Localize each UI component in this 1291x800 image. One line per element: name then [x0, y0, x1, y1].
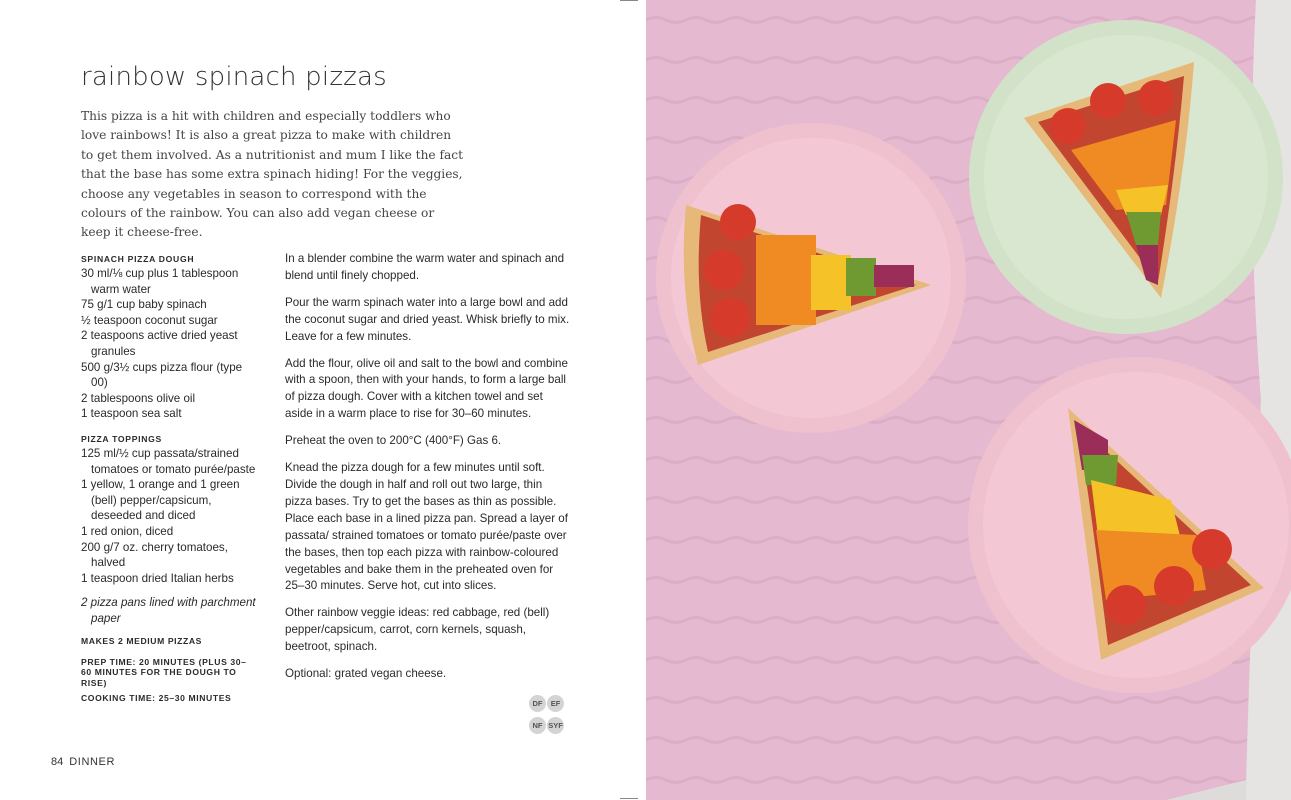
page-number: 84	[51, 756, 64, 768]
tomato	[710, 298, 750, 338]
ingredient-item: 2 teaspoons active dried yeast granules	[81, 329, 238, 358]
toppings-heading: PIZZA TOPPINGS	[81, 433, 162, 444]
prep-time-label: PREP TIME: 20 MINUTES (PLUS 30–60 MINUTES FOR THE DOUGH TO RISE)	[81, 656, 247, 688]
equipment-note: 2 pizza pans lined with parchment paper	[81, 596, 256, 625]
topping-item: 1 red onion, diced	[81, 524, 174, 538]
red-onion	[874, 265, 914, 287]
pizza-photo	[646, 0, 1291, 800]
nut-free-badge: NF	[529, 717, 546, 734]
tomato	[1138, 80, 1174, 116]
ingredient-item: 1 teaspoon sea salt	[81, 407, 182, 421]
method-step: Knead the pizza dough for a few minutes until soft. Divide the dough in half and roll out two large, thin pizza bases. Try to get the bases as thin as possible. Place each base in a lined pizza pan. Spread a layer of passata/ strained tomatoes or tomato purée/paste over the bases, then top each pizza with rainbow-coloured vegetables and bake them in the preheated oven for 25–30 minutes. Serve hot, cut into slices.	[285, 461, 568, 593]
topping-item: 1 yellow, 1 orange and 1 green (bell) pepper/capsicum, deseeded and diced	[81, 478, 240, 523]
method-step: Preheat the oven to 200°C (400°F) Gas 6.	[285, 434, 502, 448]
tomato	[1090, 83, 1126, 119]
tomato	[1106, 585, 1146, 625]
right-page	[646, 0, 1291, 800]
method-step: Pour the warm spinach water into a large bowl and add the coconut sugar and dried yeast. Whisk briefly to mix. Leave for a few minutes.	[285, 295, 570, 343]
ingredient-item: 75 g/1 cup baby spinach	[81, 298, 207, 312]
ingredient-item: ½ teaspoon coconut sugar	[81, 313, 218, 327]
trim-mark	[620, 0, 638, 1]
green-pepper	[846, 258, 876, 296]
tomato	[1050, 108, 1086, 144]
ingredient-item: 30 ml/⅛ cup plus 1 tablespoon warm water	[81, 267, 239, 296]
ingredient-item: 2 tablespoons olive oil	[81, 391, 196, 405]
dietary-badges	[528, 693, 568, 737]
ingredient-item: 500 g/3½ cups pizza flour (type 00)	[81, 360, 243, 390]
tomato	[1154, 566, 1194, 606]
green-pepper	[1082, 455, 1118, 485]
dough-heading: SPINACH PIZZA DOUGH	[81, 254, 195, 264]
section-name: DINNER	[69, 756, 116, 768]
cooking-time-label: COOKING TIME: 25–30 MINUTES	[81, 693, 232, 704]
ingredients-column	[81, 252, 256, 704]
topping-item: 125 ml/½ cup passata/strained tomatoes or tomato purée/paste	[81, 446, 256, 476]
soy-free-badge: SYF	[547, 717, 564, 734]
method-step: Optional: grated vegan cheese.	[285, 667, 447, 681]
recipe-title: rainbow spinach pizzas	[81, 62, 387, 92]
method-step: In a blender combine the warm water and spinach and blend until finely chopped.	[285, 252, 565, 282]
recipe-intro: This pizza is a hit with children and especially toddlers who love rainbows! It is also a great pizza to make with children to get them involved. As a nutritionist and mum I like the fact that the base has some extra spinach hiding! For the veggies, choose any vegetables in season to correspond with the colours of the rainbow. You can also add vegan cheese or keep it cheese-free.	[81, 109, 464, 240]
method-column	[285, 251, 570, 693]
trim-mark	[620, 798, 638, 799]
orange-pepper	[756, 235, 816, 325]
yellow-pepper	[811, 255, 851, 310]
egg-free-badge: EF	[547, 695, 564, 712]
method-step: Other rainbow veggie ideas: red cabbage, red (bell) pepper/capsicum, carrot, corn kernels, squash, beetroot, spinach.	[285, 606, 550, 654]
makes-label: MAKES 2 MEDIUM PIZZAS	[81, 636, 202, 647]
tomato	[1192, 529, 1232, 569]
dairy-free-badge: DF	[529, 695, 546, 712]
method-step: Add the flour, olive oil and salt to the bowl and combine with a spoon, then with your hands, to form a large ball of pizza dough. Cover with a kitchen towel and set aside in a warm place to rise for 30–60 minutes.	[285, 356, 568, 421]
topping-item: 1 teaspoon dried Italian herbs	[81, 571, 234, 585]
topping-item: 200 g/7 oz. cherry tomatoes, halved	[81, 540, 228, 570]
tomato	[720, 204, 756, 240]
page-folio	[51, 756, 115, 768]
tomato	[704, 250, 744, 290]
